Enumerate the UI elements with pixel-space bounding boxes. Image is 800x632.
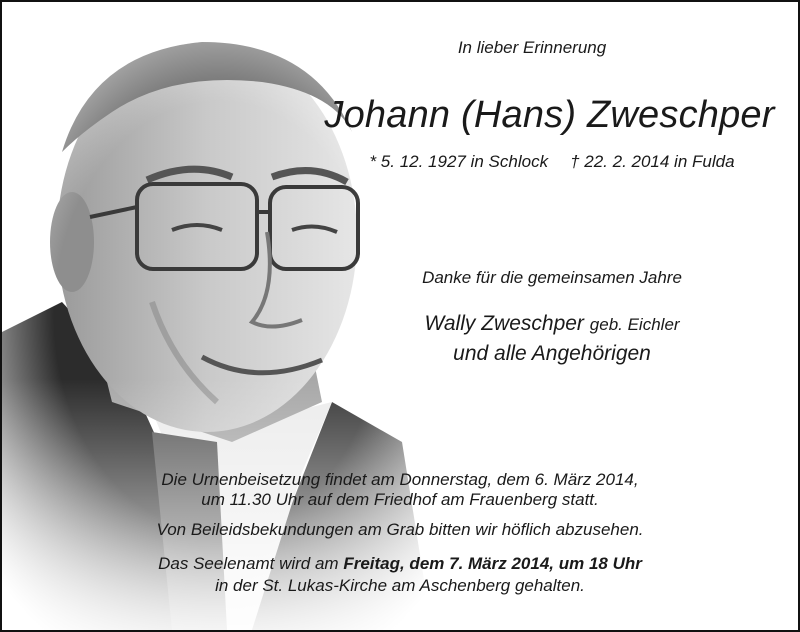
widow-maiden-name: geb. Eichler: [589, 315, 680, 334]
requiem-date: Freitag, dem 7. März 2014, um 18 Uhr: [343, 554, 642, 573]
church-line: in der St. Lukas-Kirche am Aschenberg gehalten.: [215, 576, 585, 595]
requiem-prefix: Das Seelenamt wird am: [158, 554, 344, 573]
widow-line: [362, 312, 742, 336]
intro-line: In lieber Erinnerung: [457, 38, 607, 57]
birth-date: * 5. 12. 1927 in Schlock: [369, 152, 549, 171]
widow-name: Wally Zweschper: [424, 312, 584, 335]
life-dates: [332, 152, 772, 172]
relatives-line: und alle Angehörigen: [453, 342, 651, 365]
deceased-name: Johann (Hans) Zweschper: [324, 94, 775, 136]
death-date: † 22. 2. 2014 in Fulda: [570, 152, 735, 171]
requiem-line: [102, 554, 698, 574]
condolence-line: Von Beileidsbekundungen am Grab bitten wir höflich abzusehen.: [156, 520, 644, 539]
funeral-line-1: Die Urnenbeisetzung findet am Donnerstag, dem 6. März 2014,: [161, 470, 639, 489]
thanks-line: Danke für die gemeinsamen Jahre: [422, 268, 682, 287]
funeral-line-2: um 11.30 Uhr auf dem Friedhof am Frauenberg statt.: [201, 490, 599, 509]
